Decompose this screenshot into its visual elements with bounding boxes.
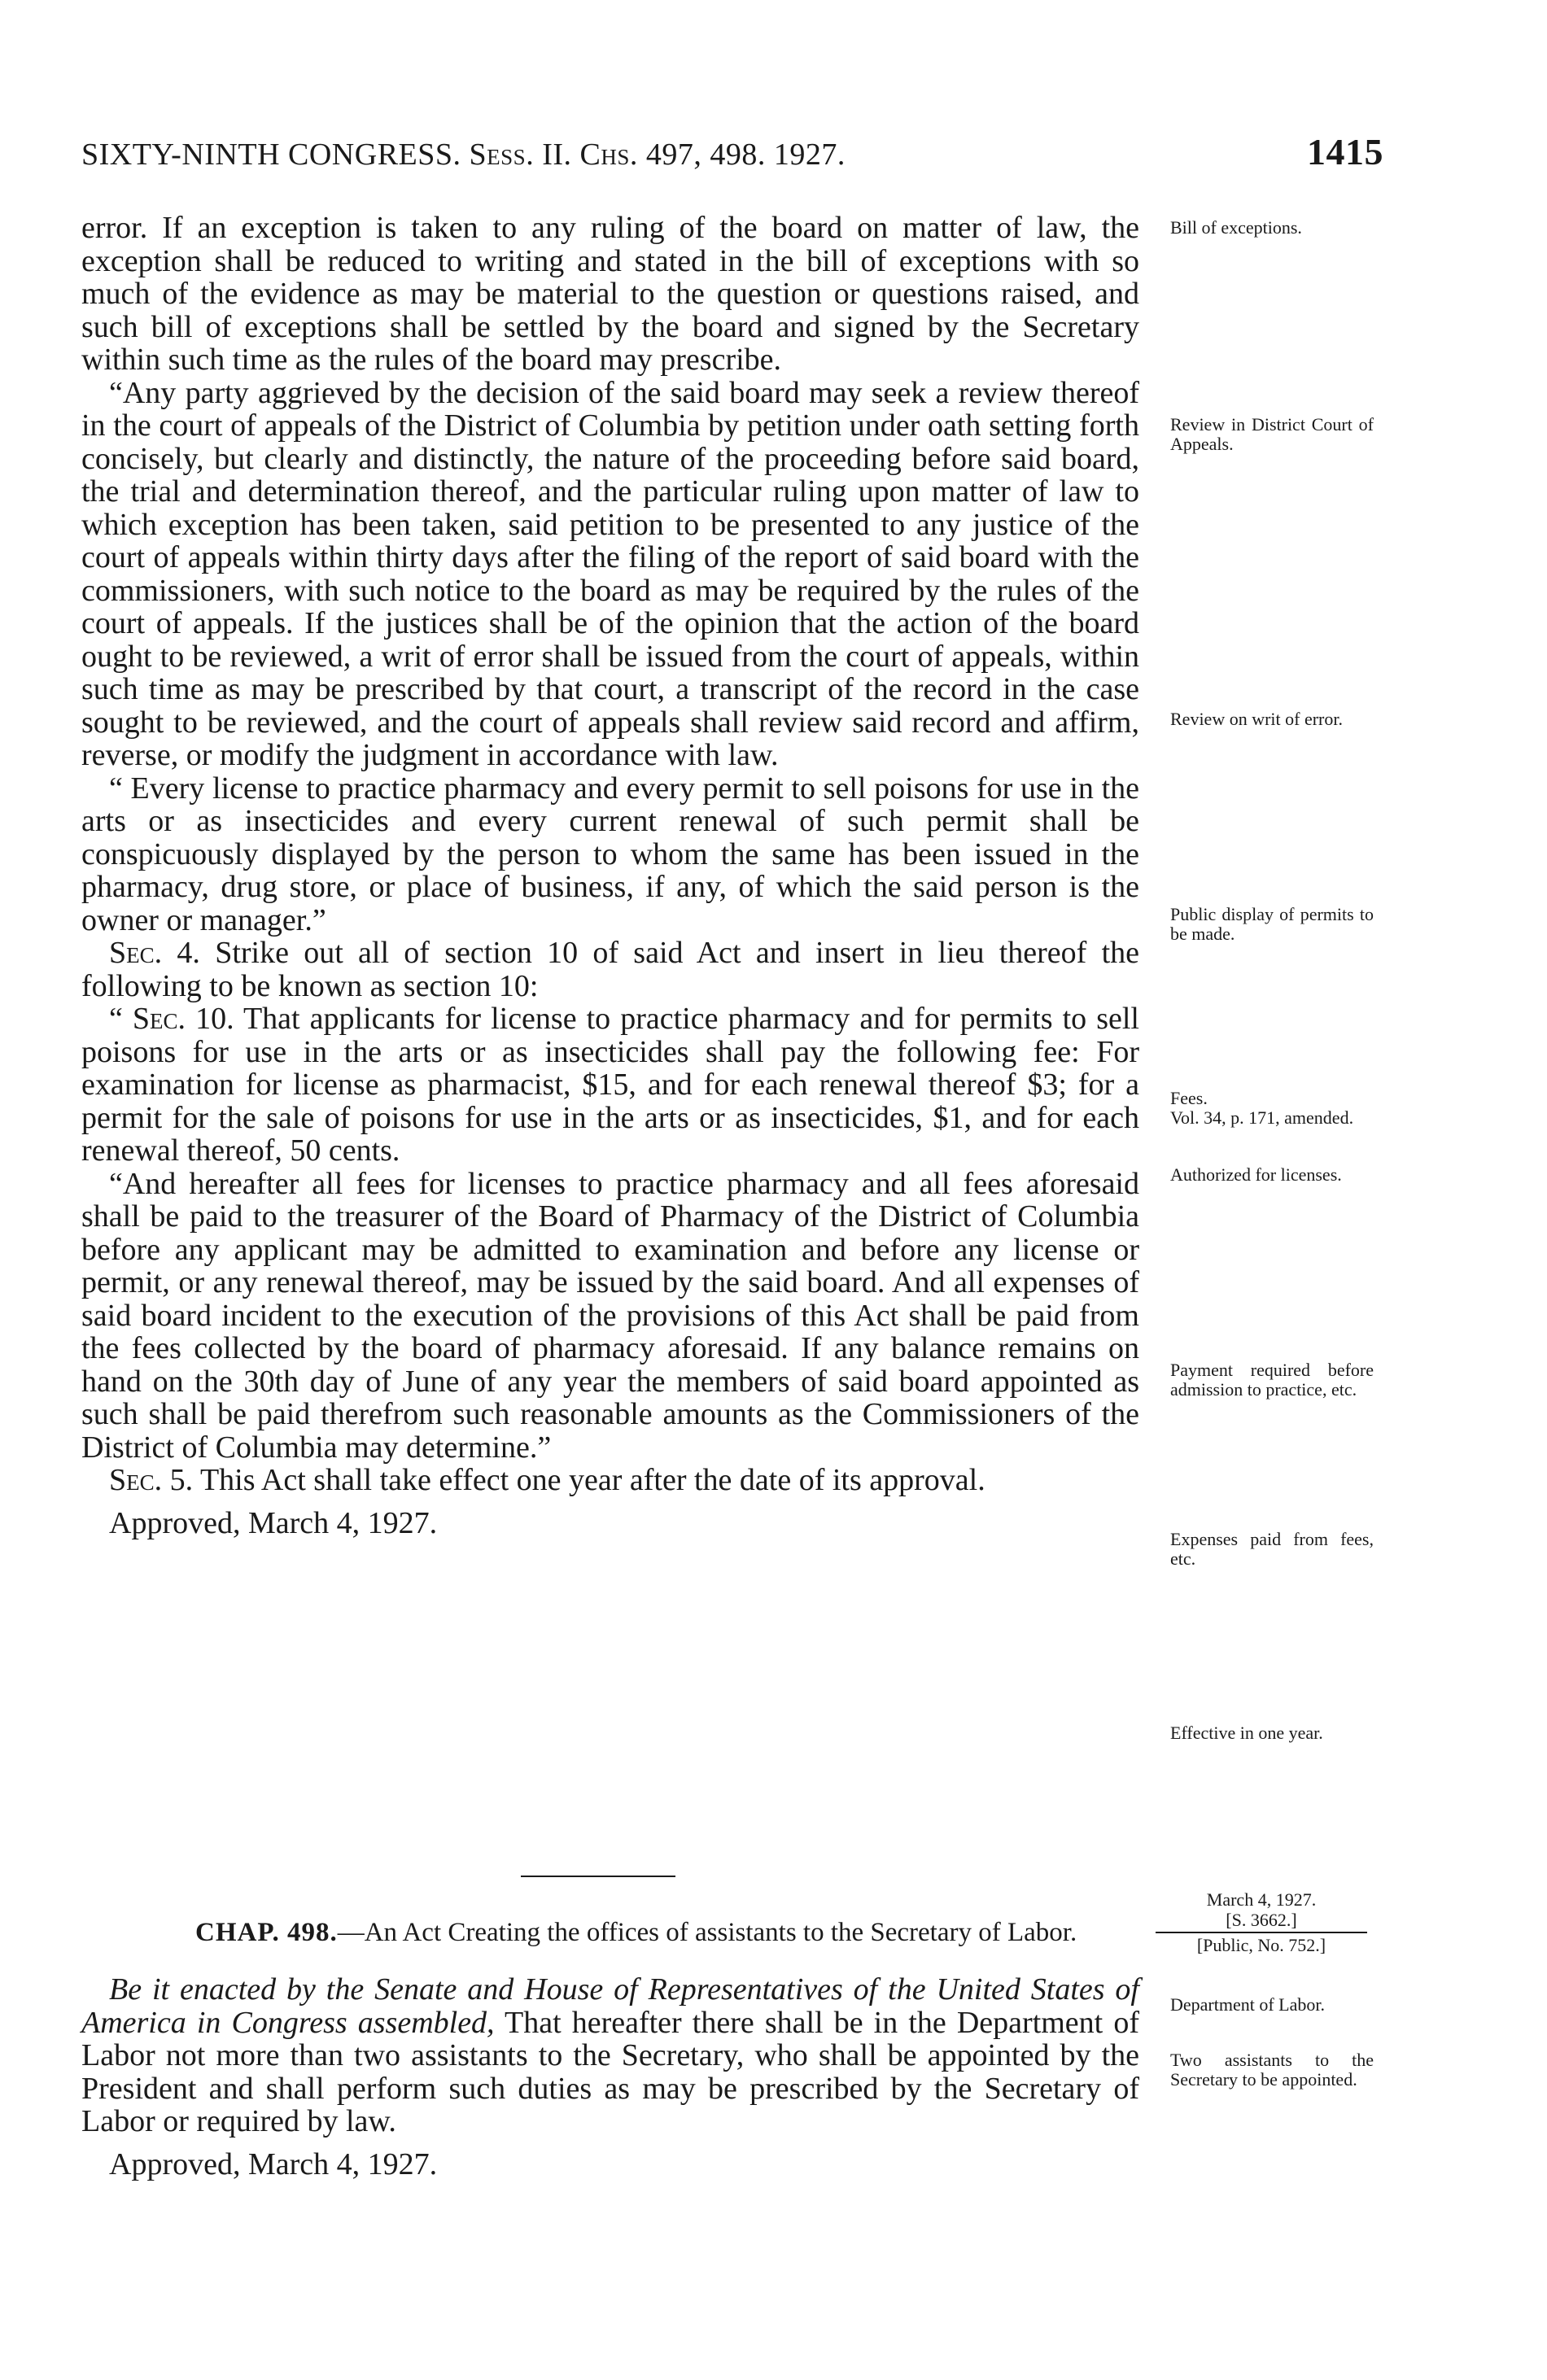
chapter-meta [1156, 1889, 1367, 1955]
section-divider [521, 1876, 675, 1877]
note-payment: Payment required before admission to practice, etc. [1170, 1360, 1374, 1400]
section-10-text: That applicants for license to practice pharmacy and for permits to sell poisons for use in the arts or as insecticides shall pay the following fee: For examination for license as pharmacist, $15, and for each renewal thereof $3; for a permit for the sale of poisons for use in the arts or as insecticides, $1, and for each renewal thereof, 50 cents. [81, 1002, 1139, 1168]
chapter-bill: [S. 3662.] [1226, 1910, 1297, 1930]
session-label: Sess. II. [469, 138, 572, 172]
statute-body [81, 212, 1139, 1539]
section-4-text: Strike out all of section 10 of said Act and insert in lieu thereof the following to be known as section 10: [81, 936, 1140, 1003]
chapter-label: CHAP. 498. [195, 1918, 338, 1947]
chapter-approval-line: Approved, March 4, 1927. [109, 2146, 438, 2181]
note-vol-ref: Vol. 34, p. 171, amended. [1170, 1107, 1354, 1128]
note-bill-of-exceptions: Bill of exceptions. [1170, 217, 1302, 238]
note-review-writ: Review on writ of error. [1170, 709, 1343, 729]
paragraph-review: “Any party aggrieved by the decision of the said board may seek a review thereof in the court of appeals of the District of Columbia by petition under oath setting forth concisely, but clearly and distinctly, the nature of the proceeding before said board, the trial and determination thereof, and the particular ruling upon matter of law to which exception has been taken, said petition to be presented to any justice of the court of appeals within thirty days after the filing of the report of said board with the commissioners, with such notice to the board as may be required by the rules of the court of appeals. If the justices shall be of the opinion that the action of the board ought to be reviewed, a writ of error shall be issued from the court of appeals, within such time as may be prescribed by that court, a transcript of the record in the case sought to be reviewed, and the court of appeals shall review said record and affirm, reverse, or modify the judgment in accordance with law. [81, 375, 1139, 772]
section-4-label: Sec. 4. [109, 936, 200, 970]
section-10-label: “ Sec. 10. [109, 1002, 234, 1036]
paragraph-display: “ Every license to practice pharmacy and every permit to sell poisons for use in the arts or as insecticides and every current renewal of such permit shall be conspicuously displayed by the person to whom the same has been issued in the pharmacy, drug store, or place of business, if any, of which the said person is the owner or manager.” [81, 771, 1139, 937]
note-expenses: Expenses paid from fees, etc. [1170, 1529, 1374, 1569]
running-head [81, 130, 1383, 179]
chapter-provision: That hereafter there shall be in the Department of Labor not more than two assistants to the Secretary, who shall be appointed by the President and shall perform such duties as may be prescribed by the Secretary of Labor or required by law. [81, 2005, 1139, 2138]
chapter-body [81, 1973, 1139, 2181]
enacting-clause: Be it enacted by the Senate and House of Representatives of the United States of America in Congress assembled, [81, 1972, 1139, 2040]
note-effective: Effective in one year. [1170, 1723, 1323, 1743]
congress-title: SIXTY-NINTH CONGRESS. [81, 138, 461, 172]
running-head-text [81, 137, 846, 172]
chapter-title: —An Act Creating the offices of assistants to the Secretary of Labor. [337, 1918, 1077, 1947]
note-authorized: Authorized for licenses. [1170, 1164, 1342, 1185]
note-two-assistants: Two assistants to the Secretary to be appointed. [1170, 2050, 1374, 2090]
paragraph-sec-4 [81, 937, 1139, 1002]
paragraph-sec-10 [81, 1002, 1139, 1168]
chapter-date: March 4, 1927. [1206, 1889, 1317, 1910]
note-review-court: Review in District Court of Appeals. [1170, 414, 1374, 454]
page-number: 1415 [1307, 131, 1383, 172]
year-label: 1927. [773, 138, 846, 172]
chapter-heading [195, 1916, 1131, 1949]
paragraph-sec-5 [81, 1464, 1139, 1497]
meta-divider [1156, 1932, 1367, 1933]
chapters-label: Chs. 497, 498. [579, 138, 766, 172]
note-public-display: Public display of permits to be made. [1170, 904, 1374, 944]
note-department: Department of Labor. [1170, 1994, 1325, 2015]
section-5-text: This Act shall take effect one year after the date of its approval. [199, 1463, 985, 1497]
paragraph-bill-of-exceptions: error. If an exception is taken to any ruling of the board on matter of law, the exception shall be reduced to writing and stated in the bill of exceptions with so much of the evidence as may be material to the question or questions raised, and such bill of exceptions shall be settled by the board and signed by the Secretary within such time as the rules of the board may prescribe. [81, 211, 1139, 377]
paragraph-fees-payment: “And hereafter all fees for licenses to practice pharmacy and all fees aforesaid shall be paid to the treasurer of the Board of Pharmacy of the District of Columbia before any applicant may be admitted to examination and before any license or permit, or any renewal thereof, may be issued by the said board. And all expenses of said board incident to the execution of the provisions of this Act shall be paid from the fees collected by the board of pharmacy aforesaid. If any balance remains on hand on the 30th day of June of any year the members of said board appointed as such shall be paid therefrom such reasonable amounts as the Commissioners of the District of Columbia may determine.” [81, 1166, 1139, 1465]
chapter-public-number: [Public, No. 752.] [1196, 1935, 1326, 1955]
approval-line: Approved, March 4, 1927. [109, 1505, 438, 1540]
section-5-label: Sec. 5. [109, 1463, 194, 1497]
note-fees: Fees. [1170, 1088, 1208, 1108]
chapter-paragraph [81, 1973, 1139, 2138]
